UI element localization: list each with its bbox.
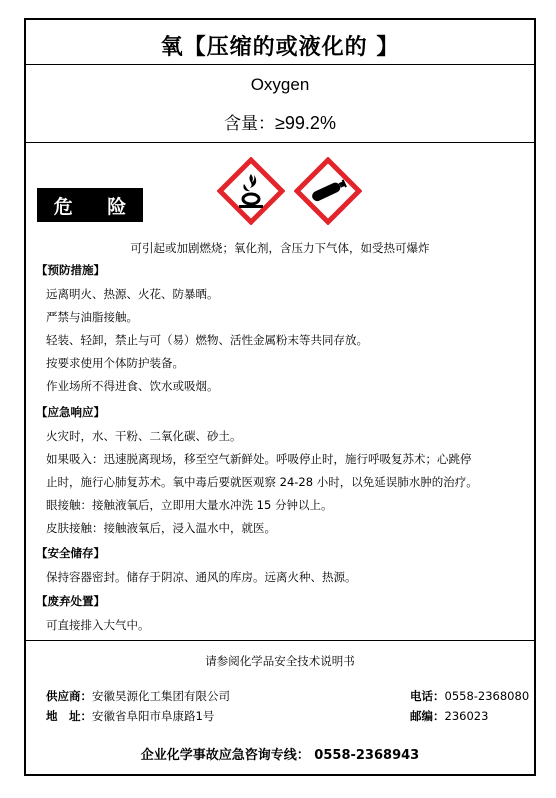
product-name-english: Oxygen bbox=[250, 75, 310, 94]
precaution-line: 严禁与油脂接触。 bbox=[46, 310, 138, 324]
postcode-label: 邮编： bbox=[410, 709, 445, 723]
phone-value: 0558-2368080 bbox=[444, 689, 530, 703]
section-heading-disposal: 【废弃处置】 bbox=[36, 594, 105, 608]
divider bbox=[26, 64, 534, 65]
section-heading-storage: 【安全储存】 bbox=[36, 546, 105, 560]
precaution-line: 按要求使用个体防护装备。 bbox=[46, 356, 184, 370]
supplier-value: 安徽昊源化工集团有限公司 bbox=[92, 689, 230, 703]
phone-label: 电话： bbox=[410, 689, 445, 703]
address-label: 地 址： bbox=[46, 709, 92, 723]
gas-cylinder-icon bbox=[294, 157, 362, 225]
flame-over-circle-icon bbox=[217, 157, 285, 225]
address-line bbox=[46, 708, 214, 724]
postcode-line bbox=[410, 708, 488, 724]
divider bbox=[26, 142, 534, 143]
label-frame bbox=[24, 18, 536, 776]
address-value: 安徽省阜阳市阜康路1号 bbox=[92, 709, 215, 723]
precaution-line: 作业场所不得进食、饮水或吸烟。 bbox=[46, 379, 219, 393]
product-title: 氧【压缩的或液化的 】 bbox=[160, 35, 400, 60]
response-line: 止时，施行心肺复苏术。氧中毒后要就医观察 24-28 小时，以免延误肺水肿的治疗。 bbox=[46, 475, 478, 489]
supplier-label: 供应商： bbox=[46, 689, 92, 703]
response-line: 皮肤接触：接触液氧后，浸入温水中，就医。 bbox=[46, 521, 276, 535]
pictogram-border bbox=[220, 160, 282, 222]
phone-line bbox=[410, 688, 529, 704]
sds-reference: 请参阅化学品安全技术说明书 bbox=[205, 654, 355, 668]
response-line: 如果吸入：迅速脱离现场，移至空气新鲜处。呼吸停止时，施行呼吸复苏术；心跳停 bbox=[46, 452, 472, 466]
response-line: 眼接触：接触液氧后，立即用大量水冲洗 15 分钟以上。 bbox=[46, 498, 333, 512]
content-value: ≥99.2% bbox=[275, 113, 336, 133]
supplier-line bbox=[46, 688, 230, 704]
emergency-hotline: 企业化学事故应急咨询专线： 0558-2368943 bbox=[140, 748, 420, 763]
storage-line: 保持容器密封。储存于阴凉、通风的库房。远离火种、热源。 bbox=[46, 570, 357, 584]
precaution-line: 轻装、轻卸，禁止与可（易）燃物、活性金属粉末等共同存放。 bbox=[46, 333, 368, 347]
content-label: 含量： bbox=[224, 114, 276, 134]
signal-word: 危 险 bbox=[37, 188, 143, 222]
content-line bbox=[26, 109, 534, 134]
precaution-line: 远离明火、热源、火花、防暴晒。 bbox=[46, 287, 219, 301]
disposal-line: 可直接排入大气中。 bbox=[46, 618, 150, 632]
divider bbox=[26, 640, 534, 641]
postcode-value: 236023 bbox=[444, 709, 489, 723]
hazard-statement: 可引起或加剧燃烧；氧化剂，含压力下气体，如受热可爆炸 bbox=[130, 241, 430, 255]
section-heading-prevention: 【预防措施】 bbox=[36, 263, 105, 277]
response-line: 火灾时，水、干粉、二氧化碳、砂土。 bbox=[46, 429, 242, 443]
section-heading-response: 【应急响应】 bbox=[36, 405, 105, 419]
base-bar bbox=[239, 205, 263, 208]
